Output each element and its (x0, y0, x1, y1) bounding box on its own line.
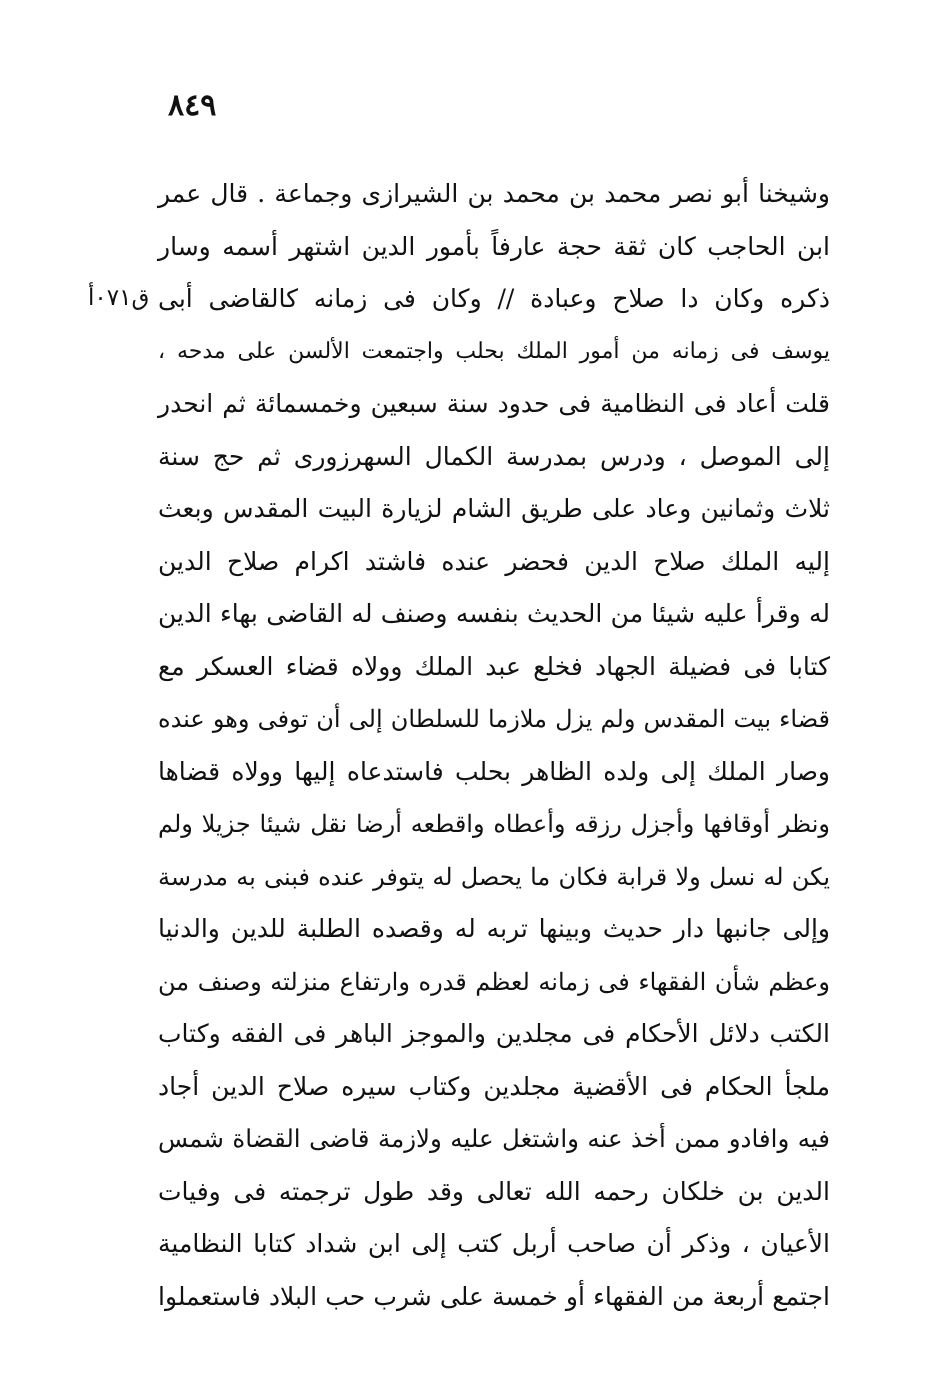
text-line: قلت أعاد فى النظامية فى حدود سنة سبعين وخمسمائة ثم انحدر (158, 389, 830, 418)
body-text (158, 168, 830, 1323)
text-line: يوسف فى زمانه من أمور الملك بحلب واجتمعت الألسن على مدحه ، (158, 338, 830, 364)
text-line: إلى الموصل ، ودرس بمدرسة الكمال السهرزورى ثم حج سنة (158, 441, 830, 471)
text-line: ابن الحاجب كان ثقة حجة عارفاً بأمور الدين اشتهر أسمه وسار (158, 231, 830, 261)
text-line: الأعيان ، وذكر أن صاحب أربل كتب إلى ابن شداد كتابا النظامية (158, 1229, 830, 1258)
text-line: إليه الملك صلاح الدين فحضر عنده فاشتد اكرام صلاح الدين (158, 546, 830, 576)
text-line: يكن له نسل ولا قرابة فكان ما يحصل له يتوفر عنده فبنى به مدرسة (158, 862, 830, 891)
text-line: قضاء بيت المقدس ولم يزل ملازما للسلطان إلى أن توفى وهو عنده (158, 705, 831, 733)
text-line: كتابا فى فضيلة الجهاد فخلع عبد الملك وولاه قضاء العسكر مع (158, 651, 830, 681)
text-line: وصار الملك إلى ولده الظاهر بحلب فاستدعاه إليها وولاه قضاها (158, 756, 830, 786)
text-line: الدين بن خلكان رحمه الله تعالى وقد طول ترجمته فى وفيات (158, 1176, 830, 1206)
text-line: وشيخنا أبو نصر محمد بن محمد بن الشيرازى وجماعة . قال عمر (158, 179, 830, 208)
text-line: ثلاث وثمانين وعاد على طريق الشام لزيارة البيت المقدس وبعث (158, 494, 830, 523)
text-line: فيه وافادو ممن أخذ عنه واشتغل عليه ولازمة قاضى القضاة شمس (158, 1124, 830, 1153)
text-line: ذكره وكان دا صلاح وعبادة // وكان فى زمانه كالقاضى أبى (158, 284, 830, 313)
text-line: اجتمع أربعة من الفقهاء أو خمسة على شرب حب البلاد فاستعملوا (158, 1281, 830, 1311)
text-line: له وقرأ عليه شيئا من الحديث بنفسه وصنف له القاضى بهاء الدين (158, 599, 830, 628)
text-line: وعظم شأن الفقهاء فى زمانه لعظم قدره وارتفاع منزلته وصنف من (158, 967, 830, 996)
text-line: ونظر أوقافها وأجزل رزقه وأعطاه واقطعه أرضا نقل شيئا جزيلا ولم (158, 810, 830, 838)
text-line: ملجأ الحكام فى الأقضية مجلدين وكتاب سيره صلاح الدين أجاد (158, 1071, 830, 1101)
text-line: الكتب دلائل الأحكام فى مجلدين والموجز الباهر فى الفقه وكتاب (158, 1019, 830, 1048)
page-number: ٨٤٩ (168, 88, 217, 123)
margin-note: ق٠٧١أ (88, 285, 150, 311)
text-line: وإلى جانبها دار حديث وبينها تربه له وقصده الطلبة للدين والدنيا (158, 914, 830, 943)
